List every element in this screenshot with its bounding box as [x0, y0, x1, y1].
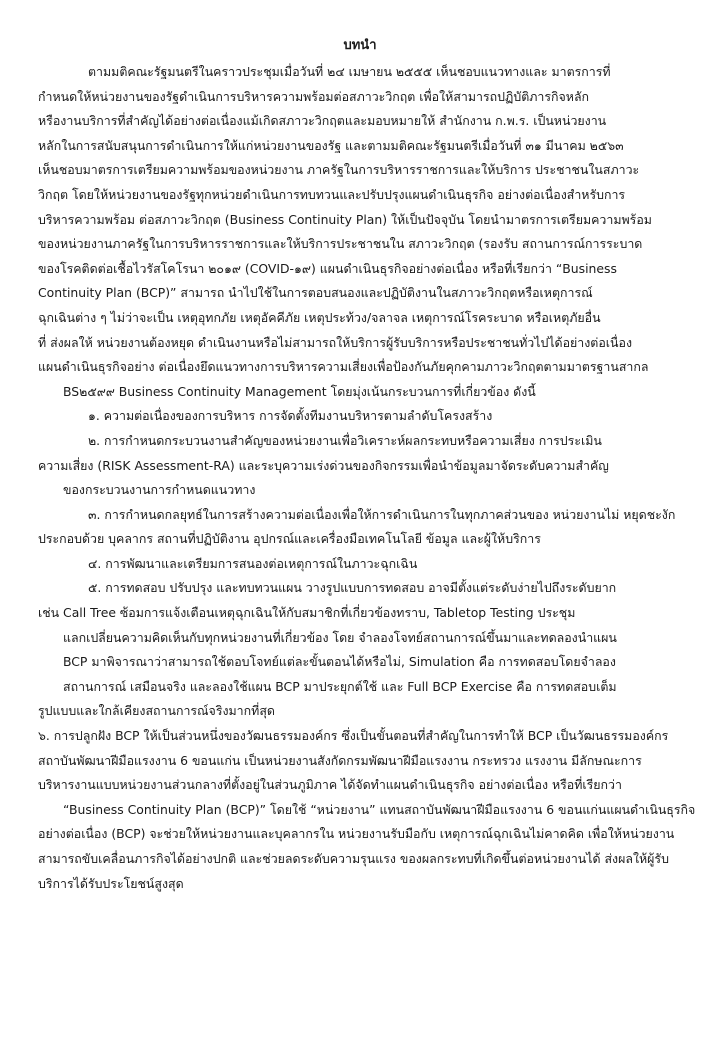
- text-line: กำหนดให้หน่วยงานของรัฐดำเนินการบริหารความพร้อมต่อสภาวะวิกฤต เพื่อให้สามารถปฏิบัติภารกิจหลัก: [38, 88, 590, 104]
- text-line: ตามมติคณะรัฐมนตรีในคราวประชุมเมื่อวันที่ ๒๔ เมษายน ๒๕๕๕ เห็นชอบแนวทางและ มาตรการที่: [88, 64, 611, 79]
- text-line: ประกอบด้วย บุคลากร สถานที่ปฏิบัติงาน อุปกรณ์และเครื่องมือเทคโนโลยี ข้อมูล และผู้ให้บริการ: [38, 531, 541, 547]
- text-line: ๑. ความต่อเนื่องของการบริหาร การจัดตั้งทีมงานบริหารตามลำดับโครงสร้าง: [88, 408, 493, 424]
- text-line: BCP มาพิจารณาว่าสามารถใช้ตอบโจทย์แต่ละขั้นตอนได้หรือไม่, Simulation คือ การทดสอบโดยจำลอง: [63, 654, 616, 670]
- text-line: วิกฤต โดยให้หน่วยงานของรัฐทุกหน่วยดำเนินการทบทวนและปรับปรุงแผนดำเนินธุรกิจ อย่างต่อเนื่องสำหรับการ: [38, 186, 626, 202]
- text-line: หรืองานบริการที่สำคัญได้อย่างต่อเนื่องแม้เกิดสภาวะวิกฤตและมอบหมายให้ สำนักงาน ก.พ.ร. เป็นหน่วยงาน: [38, 113, 607, 129]
- text-line: ของหน่วยงานภาครัฐในการบริหารราชการและให้บริการประชาชนใน สภาวะวิกฤต (รองรับ สถานการณ์การระบาด: [38, 236, 643, 252]
- text-line: สถานการณ์ เสมือนจริง และลองใช้แผน BCP มาประยุกต์ใช้ และ Full BCP Exercise คือ การทดสอบเต็ม: [63, 678, 617, 694]
- text-line: BS๒๕๙๙ Business Continuity Management โดยมุ่งเน้นกระบวนการที่เกี่ยวข้อง ดังนี้: [63, 383, 536, 399]
- text-line: บริการได้รับประโยชน์สูงสุด: [38, 875, 184, 891]
- text-line: Continuity Plan (BCP)” สามารถ นำไปใช้ในการตอบสนองและปฏิบัติงานในสภาวะวิกฤตหรือเหตุการณ์: [38, 285, 593, 301]
- text-line: ๒. การกำหนดกระบวนงานสำคัญของหน่วยงานเพื่อวิเคราะห์ผลกระทบหรือความเสี่ยง การประเมิน: [88, 432, 602, 448]
- text-line: ๖. การปลูกฝัง BCP ให้เป็นส่วนหนึ่งของวัฒนธรรมองค์กร ซึ่งเป็นขั้นตอนที่สำคัญในการทำให้ BCP เป็นวัฒนธรรมองค์กร: [38, 728, 669, 744]
- text-line: ของกระบวนงานการกำหนดแนวทาง: [63, 482, 256, 498]
- text-line: ๔. การพัฒนาและเตรียมการสนองต่อเหตุการณ์ในภาวะฉุกเฉิน: [88, 555, 418, 571]
- text-line: อย่างต่อเนื่อง (BCP) จะช่วยให้หน่วยงานและบุคลากรใน หน่วยงานรับมือกับ เหตุการณ์ฉุกเฉินไม่คาดคิด เพื่อให้หน่วยงาน: [38, 826, 675, 842]
- text-line: บริหารความพร้อม ต่อสภาวะวิกฤต (Business Continuity Plan) ให้เป็นปัจจุบัน โดยนำมาตรการเตรียมความพร้อม: [38, 211, 652, 227]
- page-title: บทนำ: [343, 38, 377, 53]
- body-text: [0, 60, 720, 896]
- text-line: สถาบันพัฒนาฝีมือแรงงาน 6 ขอนแก่น เป็นหน่วยงานสังกัดกรมพัฒนาฝีมือแรงงาน กระทรวง แรงงาน มีลักษณะการ: [38, 752, 642, 768]
- text-line: แผนดำเนินธุรกิจอย่าง ต่อเนื่องยึดแนวทางการบริหารความเสี่ยงเพื่อป้องกันภัยคุกคามภาวะวิกฤตตามมาตรฐานสากล: [38, 359, 649, 375]
- text-line: ๓. การกำหนดกลยุทธ์ในการสร้างความต่อเนื่องเพื่อให้การดำเนินการในทุกภาคส่วนของ หน่วยงานไม่ หยุดชะงัก: [88, 506, 676, 522]
- text-line: “Business Continuity Plan (BCP)” โดยใช้ “หน่วยงาน” แทนสถาบันพัฒนาฝีมือแรงงาน 6 ขอนแก่นแผนดำเนินธุรกิจ: [63, 801, 696, 817]
- text-line: หลักในการสนับสนุนการดำเนินการให้แก่หน่วยงานของรัฐ และตามมติคณะรัฐมนตรีเมื่อวันที่ ๓๑ มีนาคม ๒๕๖๓: [38, 137, 624, 153]
- text-line: รูปแบบและใกล้เคียงสถานการณ์จริงมากที่สุด: [38, 703, 275, 719]
- text-line: สามารถขับเคลื่อนภารกิจได้อย่างปกติ และช่วยลดระดับความรุนแรง ของผลกระทบที่เกิดขึ้นต่อหน่วยงานได้ ส่งผลให้ผู้รับ: [38, 851, 669, 866]
- text-line: เห็นชอบมาตรการเตรียมความพร้อมของหน่วยงาน ภาครัฐในการบริหารราชการและให้บริการ ประชาชนในสภาวะ: [38, 162, 640, 178]
- text-line: แลกเปลี่ยนความคิดเห็นกับทุกหน่วยงานที่เกี่ยวข้อง โดย จำลองโจทย์สถานการณ์ขึ้นมาและทดลองนำแผน: [63, 629, 617, 645]
- text-line: ของโรคติดต่อเชื้อไวรัสโคโรนา ๒๐๑๙ (COVID-๑๙) แผนดำเนินธุรกิจอย่างต่อเนื่อง หรือที่เรียกว่า “Business: [38, 260, 617, 276]
- text-line: ๕. การทดสอบ ปรับปรุง และทบทวนแผน วางรูปแบบการทดสอบ อาจมีตั้งแต่ระดับง่ายไปถึงระดับยาก: [88, 580, 617, 596]
- text-line: ฉุกเฉินต่าง ๆ ไม่ว่าจะเป็น เหตุอุทกภัย เหตุอัคคีภัย เหตุประท้วง/จลาจล เหตุการณ์โรคระบาด หรือเหตุภัยอื่น: [38, 309, 601, 325]
- text-line: เช่น Call Tree ซ้อมการแจ้งเตือนเหตุฉุกเฉินให้กับสมาชิกที่เกี่ยวข้องทราบ, Tabletop Testing ประชุม: [38, 605, 576, 621]
- text-line: ที่ ส่งผลให้ หน่วยงานต้องหยุด ดำเนินงานหรือไม่สามารถให้บริการผู้รับบริการหรือประชาชนทั่วไปได้อย่างต่อเนื่อง: [38, 334, 632, 350]
- text-line: บริหารงานแบบหน่วยงานส่วนกลางที่ตั้งอยู่ในส่วนภูมิภาค ได้จัดทำแผนดำเนินธุรกิจ อย่างต่อเนื่อง หรือที่เรียกว่า: [38, 777, 622, 793]
- text-line: ความเสี่ยง (RISK Assessment-RA) และระบุความเร่งด่วนของกิจกรรมเพื่อนำข้อมูลมาจัดระดับความสำคัญ: [38, 457, 609, 473]
